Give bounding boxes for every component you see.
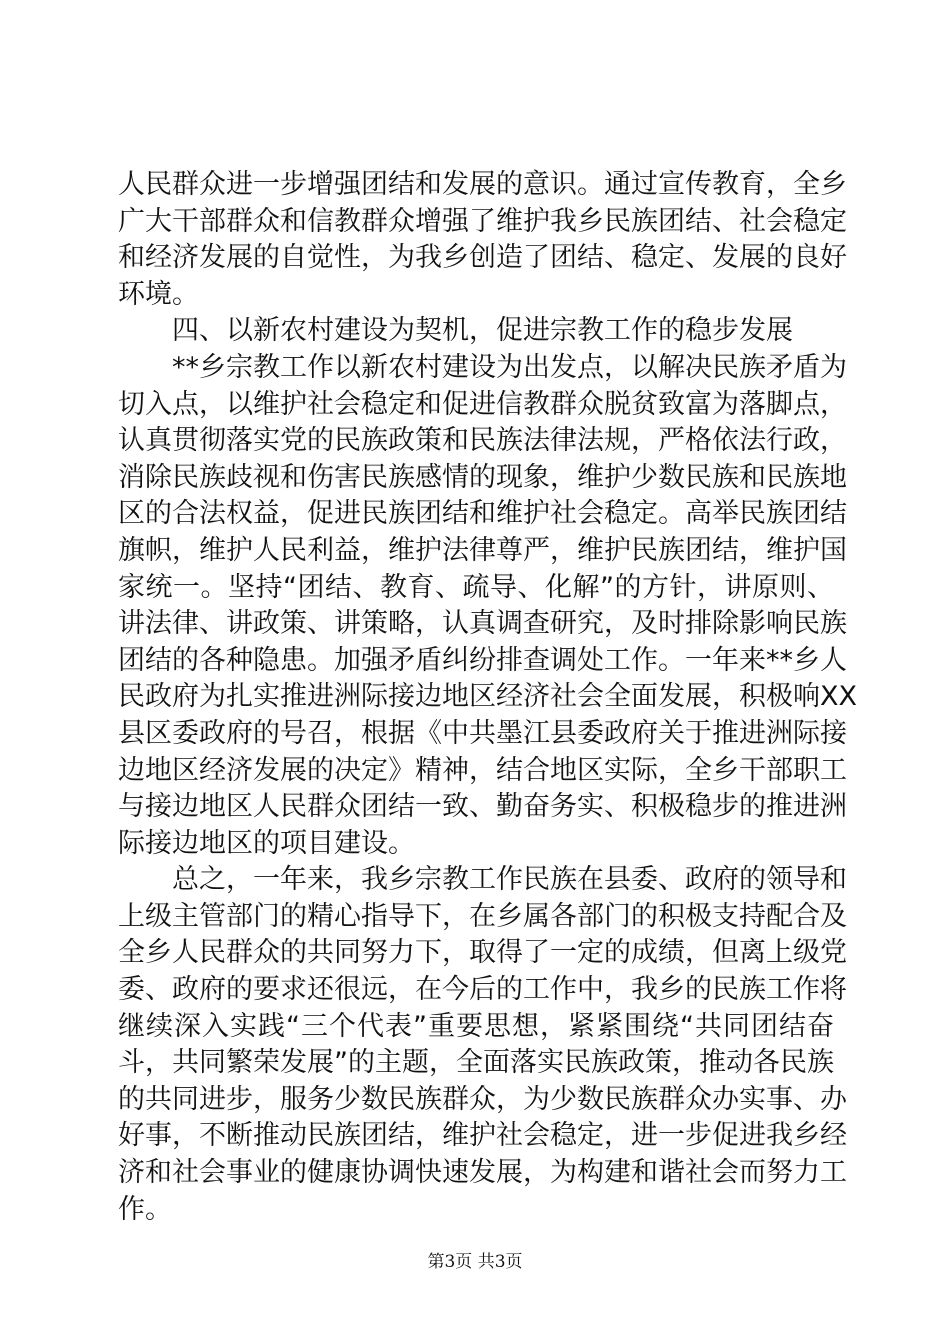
text-line: 上级主管部门的精心指导下，在乡属各部门的积极支持配合及: [118, 900, 847, 932]
text-line: 家统一。坚持“团结、教育、疏导、化解”的方针，讲原则、: [118, 571, 834, 603]
text-line: 切入点，以维护社会稳定和促进信教群众脱贫致富为落脚点，: [118, 388, 847, 420]
page-number-footer: 第3页 共3页: [427, 1252, 523, 1272]
text-line: 县区委政府的号召，根据《中共墨江县委政府关于推进洲际接: [118, 717, 847, 749]
text-line: 民政府为扎实推进洲际接边地区经济社会全面发展，积极响XX: [118, 681, 857, 713]
text-line: **乡宗教工作以新农村建设为出发点，以解决民族矛盾为: [118, 351, 847, 383]
text-line: 旗帜，维护人民利益，维护法律尊严，维护民族团结，维护国: [118, 534, 847, 566]
section-heading: 四、以新农村建设为契机，促进宗教工作的稳步发展: [118, 315, 793, 347]
text-line: 消除民族歧视和伤害民族感情的现象，维护少数民族和民族地: [118, 461, 847, 493]
text-line: 边地区经济发展的决定》精神，结合地区实际，全乡干部职工: [118, 754, 847, 786]
text-line: 与接边地区人民群众团结一致、勤奋务实、积极稳步的推进洲: [118, 791, 847, 823]
text-line: 好事，不断推动民族团结，维护社会稳定，进一步促进我乡经: [118, 1120, 847, 1152]
text-line: 作。: [118, 1193, 172, 1225]
text-line: 认真贯彻落实党的民族政策和民族法律法规，严格依法行政，: [118, 425, 847, 457]
text-line: 济和社会事业的健康协调快速发展，为构建和谐社会而努力工: [118, 1157, 847, 1189]
text-line: 斗，共同繁荣发展”的主题，全面落实民族政策，推动各民族: [118, 1047, 834, 1079]
text-line: 人民群众进一步增强团结和发展的意识。通过宣传教育，全乡: [118, 169, 847, 200]
text-line: 总之，一年来，我乡宗教工作民族在县委、政府的领导和: [118, 864, 847, 896]
text-line: 继续深入实践“三个代表”重要思想，紧紧围绕“共同团结奋: [118, 1010, 834, 1042]
text-line: 广大干部群众和信教群众增强了维护我乡民族团结、社会稳定: [118, 205, 847, 237]
text-line: 讲法律、讲政策、讲策略，认真调查研究，及时排除影响民族: [118, 608, 847, 640]
text-line: 全乡人民群众的共同努力下，取得了一定的成绩，但离上级党: [118, 937, 847, 969]
body-text: [118, 167, 857, 1228]
text-line: 委、政府的要求还很远，在今后的工作中，我乡的民族工作将: [118, 974, 847, 1006]
text-line: 团结的各种隐患。加强矛盾纠纷排查调处工作。一年来**乡人: [118, 644, 847, 676]
text-line: 和经济发展的自觉性，为我乡创造了团结、稳定、发展的良好: [118, 242, 847, 274]
text-line: 环境。: [118, 278, 199, 310]
text-line: 的共同进步，服务少数民族群众，为少数民族群众办实事、办: [118, 1083, 847, 1115]
text-line: 际接边地区的项目建设。: [118, 827, 415, 859]
text-line: 区的合法权益，促进民族团结和维护社会稳定。高举民族团结: [118, 498, 847, 530]
